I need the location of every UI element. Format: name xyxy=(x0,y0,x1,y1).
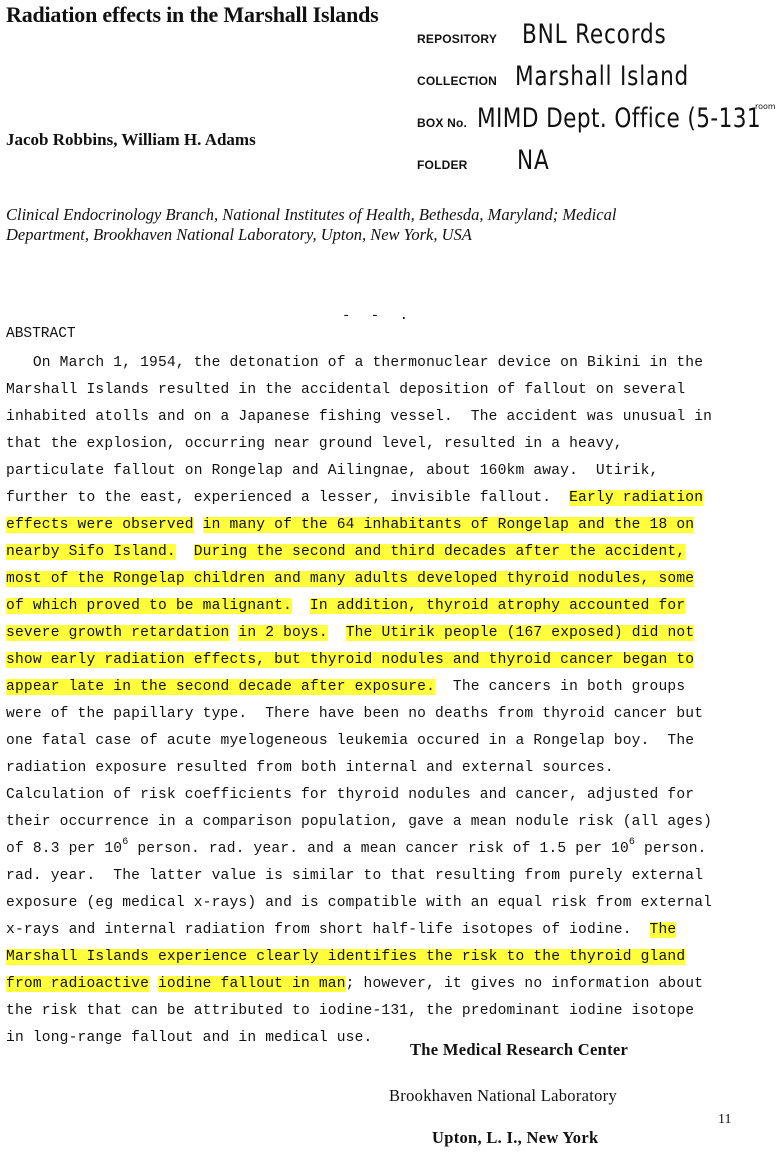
stamp-folder-label: FOLDER xyxy=(417,158,468,172)
text-segment: person. xyxy=(635,841,707,857)
abstract-line xyxy=(6,647,756,674)
text-segment: one fatal case of acute myelogeneous leukemia occured in a Rongelap boy. The xyxy=(6,733,695,749)
stamp-repository xyxy=(417,20,767,50)
abstract-line xyxy=(6,863,756,890)
stamp-collection-label: COLLECTION xyxy=(417,74,497,88)
text-segment xyxy=(194,517,203,533)
highlighted-text: severe growth retardation xyxy=(6,625,230,641)
page-number: 11 xyxy=(718,1112,732,1127)
authors: Jacob Robbins, William H. Adams xyxy=(6,130,256,149)
text-segment: further to the east, experienced a lesser, invisible fallout. xyxy=(6,490,570,506)
highlighted-text: In addition, thyroid atrophy accounted for xyxy=(309,598,686,614)
text-segment: their occurrence in a comparison population, gave a mean nodule risk (all ages) xyxy=(6,814,713,830)
abstract-line xyxy=(6,998,756,1025)
abstract-line xyxy=(6,404,756,431)
stamp-line-center: The Medical Research Center xyxy=(410,1040,629,1059)
text-segment: Calculation of risk coefficients for thyroid nodules and cancer, adjusted for xyxy=(6,787,695,803)
text-segment xyxy=(176,544,194,560)
abstract-line xyxy=(6,485,756,512)
superscript: 6 xyxy=(628,837,636,849)
highlighted-text: Early radiation xyxy=(569,490,704,506)
stamp-box xyxy=(417,102,776,134)
highlighted-text: show early radiation effects, but thyroid nodules and thyroid cancer began to xyxy=(6,652,695,668)
stamp-box-value: MIMD Dept. Office (5-131 xyxy=(477,103,762,134)
abstract-line xyxy=(6,512,756,539)
abstract-line xyxy=(6,431,756,458)
stamp-collection xyxy=(417,62,767,92)
text-segment: rad. year. The latter value is similar to that resulting from purely external xyxy=(6,868,704,884)
abstract-line xyxy=(6,566,756,593)
highlighted-text: effects were observed xyxy=(6,517,194,533)
abstract-body xyxy=(6,350,756,1052)
text-segment: person. rad. year. and a mean cancer risk of 1.5 per 10 xyxy=(128,841,629,857)
abstract-heading: ABSTRACT xyxy=(6,326,76,342)
stamp-folder xyxy=(417,146,767,176)
text-segment: that the explosion, occurring near ground level, resulted in a heavy, xyxy=(6,436,623,452)
text-segment xyxy=(292,598,310,614)
stamp-collection-value: Marshall Island xyxy=(515,61,690,92)
abstract-line xyxy=(6,350,756,377)
abstract-line xyxy=(6,971,756,998)
abstract-line xyxy=(6,1025,756,1052)
superscript: 6 xyxy=(122,837,129,849)
abstract-line xyxy=(6,674,756,701)
highlighted-text: The xyxy=(649,922,677,938)
highlighted-text: iodine fallout in man xyxy=(157,976,346,992)
abstract-line xyxy=(6,890,756,917)
highlighted-text: nearby Sifo Island. xyxy=(6,544,176,560)
text-segment: inhabited atolls and on a Japanese fishing vessel. The accident was unusual in xyxy=(6,409,713,425)
abstract-line xyxy=(6,620,756,647)
stamp-repository-label: REPOSITORY xyxy=(417,32,498,46)
highlighted-text: from radioactive xyxy=(6,976,150,992)
abstract-line xyxy=(6,458,756,485)
text-segment: x-rays and internal radiation from short half-life isotopes of iodine. xyxy=(6,922,650,938)
text-segment: in long-range fallout and in medical use. xyxy=(6,1030,373,1046)
stamp-repository-value: BNL Records xyxy=(522,19,667,50)
stamp-box-superscript: room xyxy=(755,102,776,111)
stamp-folder-value: NA xyxy=(517,145,550,176)
abstract-line xyxy=(6,593,756,620)
highlighted-text: in 2 boys. xyxy=(238,625,328,641)
abstract-line xyxy=(6,944,756,971)
text-segment: of 8.3 per 10 xyxy=(6,841,123,857)
scan-specks: - - . xyxy=(342,308,415,324)
stamp-box-label: BOX No. xyxy=(417,116,468,130)
abstract-line xyxy=(6,809,756,836)
abstract-line xyxy=(6,755,756,782)
abstract-line xyxy=(6,701,756,728)
abstract-line xyxy=(6,782,756,809)
text-segment: the risk that can be attributed to iodine-131, the predominant iodine isotope xyxy=(6,1003,695,1019)
stamp-line-laboratory: Brookhaven National Laboratory xyxy=(389,1086,618,1105)
abstract-line xyxy=(6,917,756,944)
abstract-line xyxy=(6,377,756,404)
text-segment: radiation exposure resulted from both internal and external sources. xyxy=(6,760,614,776)
text-segment: On March 1, 1954, the detonation of a thermonuclear device on Bikini in the xyxy=(6,355,704,371)
affiliation: Clinical Endocrinology Branch, National Institutes of Health, Bethesda, Maryland; Medical Department, Brookhaven National Laboratory, Upton, New York, USA xyxy=(6,205,617,244)
highlighted-text: in many of the 64 inhabitants of Rongelap and the 18 on xyxy=(202,517,695,533)
text-segment xyxy=(328,625,346,641)
stamp-line-location: Upton, L. I., New York xyxy=(432,1128,599,1147)
abstract-line xyxy=(6,728,756,755)
text-segment: The cancers in both groups xyxy=(435,679,686,695)
text-segment: particulate fallout on Rongelap and Ailingnae, about 160km away. Utirik, xyxy=(6,463,659,479)
abstract-line xyxy=(6,539,756,566)
highlighted-text: appear late in the second decade after exposure. xyxy=(6,679,436,695)
text-segment: Marshall Islands resulted in the accidental deposition of fallout on several xyxy=(6,382,686,398)
highlighted-text: Marshall Islands experience clearly identifies the risk to the thyroid gland xyxy=(6,949,686,965)
text-segment: ; however, it gives no information about xyxy=(345,976,704,992)
paper-title: Radiation effects in the Marshall Islands xyxy=(6,2,379,27)
text-segment: were of the papillary type. There have been no deaths from thyroid cancer but xyxy=(6,706,704,722)
text-segment: exposure (eg medical x-rays) and is compatible with an equal risk from external xyxy=(6,895,713,911)
text-segment xyxy=(149,976,158,992)
highlighted-text: The Utirik people (167 exposed) did not xyxy=(345,625,695,641)
highlighted-text: most of the Rongelap children and many adults developed thyroid nodules, some xyxy=(6,571,695,587)
abstract-line xyxy=(6,836,756,863)
highlighted-text: of which proved to be malignant. xyxy=(6,598,293,614)
highlighted-text: During the second and third decades after the accident, xyxy=(193,544,686,560)
